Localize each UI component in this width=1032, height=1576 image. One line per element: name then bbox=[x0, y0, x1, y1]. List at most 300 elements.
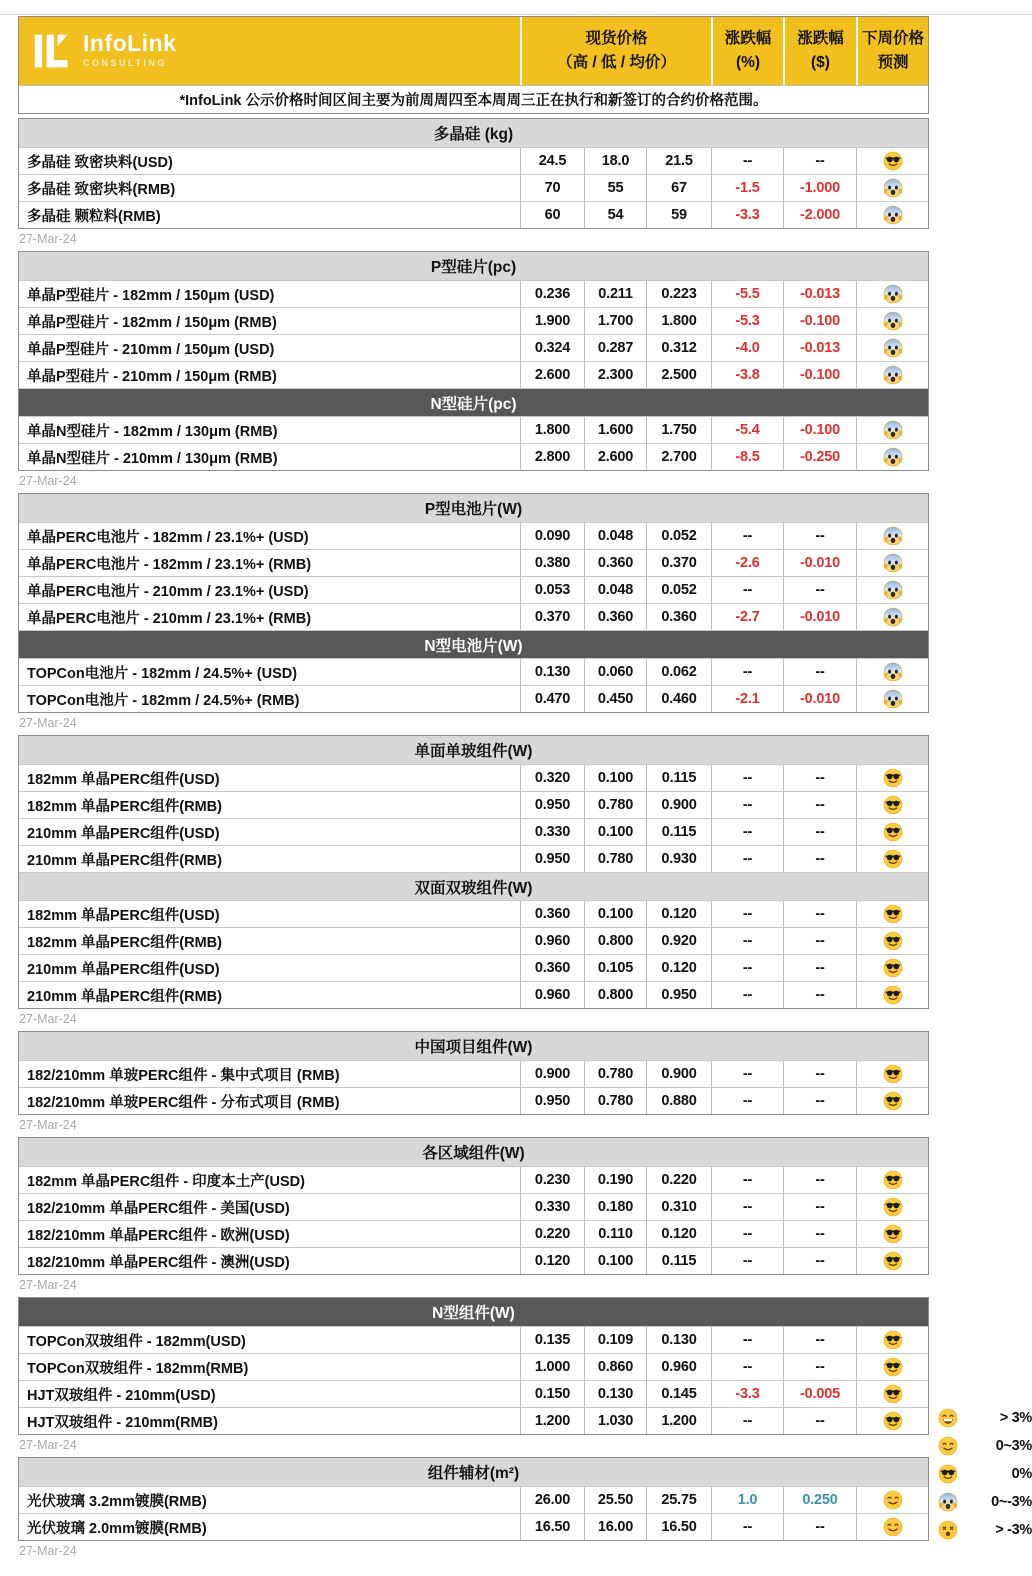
table-row bbox=[19, 1513, 928, 1540]
price-block bbox=[18, 735, 929, 1027]
forecast-cell bbox=[856, 202, 928, 228]
table-row bbox=[19, 791, 928, 818]
table-row bbox=[19, 1353, 928, 1380]
forecast-cell bbox=[856, 686, 928, 712]
table-row bbox=[19, 1486, 928, 1513]
forecast-cell bbox=[856, 604, 928, 630]
section-header: 双面双玻组件(W) bbox=[19, 872, 928, 900]
row-label: TOPCon双玻组件 - 182mm(RMB) bbox=[27, 1360, 249, 1377]
cell-change-pct: -- bbox=[711, 819, 783, 845]
row-label: 182/210mm 单晶PERC组件 - 美国(USD) bbox=[27, 1200, 290, 1217]
row-label: 210mm 单晶PERC组件(USD) bbox=[27, 961, 220, 978]
cell-avg: 0.220 bbox=[646, 1167, 711, 1193]
table-row bbox=[19, 1193, 928, 1220]
face-sunglasses-icon bbox=[883, 768, 903, 788]
legend-label: 0% bbox=[1011, 1466, 1032, 1482]
row-label: HJT双玻组件 - 210mm(USD) bbox=[27, 1387, 216, 1404]
face-scream-icon bbox=[883, 662, 903, 682]
cell-change-pct: -- bbox=[711, 1327, 783, 1353]
face-sunglasses-icon bbox=[883, 795, 903, 815]
cell-change-usd: -- bbox=[783, 1327, 856, 1353]
face-sunglasses-icon bbox=[883, 904, 903, 924]
cell-avg: 1.800 bbox=[646, 308, 711, 334]
cell-change-pct: -- bbox=[711, 1194, 783, 1220]
cell-low: 0.800 bbox=[584, 928, 646, 954]
forecast-cell bbox=[856, 819, 928, 845]
section-header: N型电池片(W) bbox=[19, 630, 928, 658]
row-label: 单晶PERC电池片 - 210mm / 23.1%+ (USD) bbox=[27, 583, 309, 600]
face-scream-icon bbox=[883, 284, 903, 304]
cell-change-usd: -- bbox=[783, 577, 856, 603]
forecast-cell bbox=[856, 335, 928, 361]
row-label: 单晶N型硅片 - 182mm / 130μm (RMB) bbox=[27, 423, 278, 440]
table-row bbox=[19, 549, 928, 576]
cell-change-usd: -1.000 bbox=[783, 175, 856, 201]
face-scream-icon bbox=[883, 689, 903, 709]
cell-change-pct: -5.5 bbox=[711, 281, 783, 307]
forecast-cell bbox=[856, 1408, 928, 1434]
face-scream-icon bbox=[883, 178, 903, 198]
price-block bbox=[18, 1031, 929, 1133]
section-header: N型硅片(pc) bbox=[19, 388, 928, 416]
price-block bbox=[18, 1297, 929, 1453]
face-sunglasses-icon bbox=[938, 1464, 958, 1484]
face-sunglasses-icon bbox=[883, 1384, 903, 1404]
row-label: 单晶PERC电池片 - 182mm / 23.1%+ (RMB) bbox=[27, 556, 312, 573]
face-scream-icon bbox=[883, 365, 903, 385]
cell-avg: 16.50 bbox=[646, 1514, 711, 1540]
table-row bbox=[19, 443, 928, 470]
cell-change-usd: -- bbox=[783, 982, 856, 1008]
cell-low: 0.180 bbox=[584, 1194, 646, 1220]
forecast-cell bbox=[856, 659, 928, 685]
row-label: 单晶PERC电池片 - 210mm / 23.1%+ (RMB) bbox=[27, 610, 312, 627]
cell-avg: 25.75 bbox=[646, 1487, 711, 1513]
change-usd-label: 涨跌幅 bbox=[797, 29, 844, 47]
forecast-cell bbox=[856, 577, 928, 603]
cell-change-usd: -- bbox=[783, 1088, 856, 1114]
cell-avg: 1.200 bbox=[646, 1408, 711, 1434]
forecast-cell bbox=[856, 1221, 928, 1247]
cell-change-pct: -- bbox=[711, 148, 783, 174]
column-header-change-pct bbox=[711, 17, 783, 85]
cell-avg: 59 bbox=[646, 202, 711, 228]
table-row bbox=[19, 147, 928, 174]
yellow-header-row bbox=[19, 17, 928, 85]
cell-avg: 0.052 bbox=[646, 523, 711, 549]
cell-avg: 1.750 bbox=[646, 417, 711, 443]
cell-change-usd: -- bbox=[783, 1167, 856, 1193]
row-label: 210mm 单晶PERC组件(RMB) bbox=[27, 988, 222, 1005]
face-sunglasses-icon bbox=[883, 1064, 903, 1084]
face-sunglasses-icon bbox=[883, 958, 903, 978]
row-label: 182/210mm 单晶PERC组件 - 欧洲(USD) bbox=[27, 1227, 290, 1244]
row-label: 单晶P型硅片 - 182mm / 150μm (USD) bbox=[27, 287, 275, 304]
cell-low: 0.360 bbox=[584, 604, 646, 630]
row-label: 单晶N型硅片 - 210mm / 130μm (RMB) bbox=[27, 450, 278, 467]
table-row bbox=[19, 845, 928, 872]
cell-low: 0.800 bbox=[584, 982, 646, 1008]
cell-low: 0.780 bbox=[584, 792, 646, 818]
forecast-cell bbox=[856, 1248, 928, 1274]
cell-change-usd: -2.000 bbox=[783, 202, 856, 228]
section-header: N型组件(W) bbox=[19, 1298, 928, 1326]
cell-low: 1.700 bbox=[584, 308, 646, 334]
table-row bbox=[19, 174, 928, 201]
table-row bbox=[19, 280, 928, 307]
cell-avg: 0.460 bbox=[646, 686, 711, 712]
cell-high: 1.200 bbox=[520, 1408, 584, 1434]
forecast-cell bbox=[856, 175, 928, 201]
cell-high: 0.960 bbox=[520, 982, 584, 1008]
forecast-cell bbox=[856, 1167, 928, 1193]
cell-high: 16.50 bbox=[520, 1514, 584, 1540]
cell-change-pct: -2.7 bbox=[711, 604, 783, 630]
face-scream-icon bbox=[883, 420, 903, 440]
cell-change-usd: -- bbox=[783, 148, 856, 174]
spot-price-label: 现货价格 bbox=[585, 29, 648, 47]
section-header: P型电池片(W) bbox=[19, 494, 928, 522]
row-label: 光伏玻璃 3.2mm镀膜(RMB) bbox=[27, 1493, 207, 1510]
cell-avg: 0.960 bbox=[646, 1354, 711, 1380]
table-row bbox=[19, 981, 928, 1008]
legend-label: 0~-3% bbox=[991, 1494, 1032, 1510]
cell-change-pct: -- bbox=[711, 901, 783, 927]
cell-avg: 0.120 bbox=[646, 1221, 711, 1247]
date-label: 27-Mar-24 bbox=[19, 232, 77, 246]
cell-avg: 0.312 bbox=[646, 335, 711, 361]
face-scream-icon bbox=[938, 1492, 958, 1512]
cell-change-usd: -- bbox=[783, 1408, 856, 1434]
table-row bbox=[19, 603, 928, 630]
cell-low: 55 bbox=[584, 175, 646, 201]
disclaimer-note: *InfoLink 公示价格时间区间主要为前周周四至本周周三正在执行和新签订的合约价格范围。 bbox=[19, 85, 928, 113]
cell-high: 0.320 bbox=[520, 765, 584, 791]
table-row bbox=[19, 1247, 928, 1274]
face-scream-icon bbox=[883, 311, 903, 331]
price-block bbox=[18, 251, 929, 489]
cell-low: 2.600 bbox=[584, 444, 646, 470]
cell-low: 0.110 bbox=[584, 1221, 646, 1247]
cell-low: 0.860 bbox=[584, 1354, 646, 1380]
row-label: 210mm 单晶PERC组件(RMB) bbox=[27, 852, 222, 869]
cell-avg: 0.120 bbox=[646, 955, 711, 981]
cell-avg: 0.145 bbox=[646, 1381, 711, 1407]
table-row bbox=[19, 201, 928, 228]
price-table bbox=[18, 1137, 929, 1275]
price-blocks bbox=[18, 118, 929, 1559]
forecast-cell bbox=[856, 1088, 928, 1114]
table-row bbox=[19, 1380, 928, 1407]
cell-avg: 0.130 bbox=[646, 1327, 711, 1353]
forecast-cell bbox=[856, 1487, 928, 1513]
face-dizzy-icon bbox=[938, 1520, 958, 1540]
cell-high: 0.360 bbox=[520, 901, 584, 927]
row-label: 单晶PERC电池片 - 182mm / 23.1%+ (USD) bbox=[27, 529, 309, 546]
legend-item bbox=[938, 1492, 1032, 1512]
row-label: TOPCon双玻组件 - 182mm(USD) bbox=[27, 1333, 246, 1350]
forecast-cell bbox=[856, 1514, 928, 1540]
row-label: 多晶硅 致密块料(USD) bbox=[27, 154, 173, 171]
change-pct-unit: (%) bbox=[735, 54, 761, 71]
table-row bbox=[19, 1407, 928, 1434]
cell-avg: 0.880 bbox=[646, 1088, 711, 1114]
section-header: 多晶硅 (kg) bbox=[19, 119, 928, 147]
face-smile-icon bbox=[938, 1436, 958, 1456]
cell-low: 0.100 bbox=[584, 819, 646, 845]
row-label: 光伏玻璃 2.0mm镀膜(RMB) bbox=[27, 1520, 207, 1537]
cell-change-pct: -5.3 bbox=[711, 308, 783, 334]
cell-avg: 0.360 bbox=[646, 604, 711, 630]
legend-label: 0~3% bbox=[995, 1438, 1032, 1454]
forecast-cell bbox=[856, 1327, 928, 1353]
cell-high: 2.600 bbox=[520, 362, 584, 388]
cell-high: 0.236 bbox=[520, 281, 584, 307]
cell-avg: 0.370 bbox=[646, 550, 711, 576]
cell-high: 0.090 bbox=[520, 523, 584, 549]
forecast-cell bbox=[856, 982, 928, 1008]
cell-low: 0.048 bbox=[584, 577, 646, 603]
cell-change-usd: -- bbox=[783, 928, 856, 954]
row-label: 210mm 单晶PERC组件(USD) bbox=[27, 825, 220, 842]
face-smile-icon bbox=[883, 1517, 903, 1537]
cell-high: 0.370 bbox=[520, 604, 584, 630]
cell-change-usd: -0.250 bbox=[783, 444, 856, 470]
cell-high: 0.900 bbox=[520, 1061, 584, 1087]
face-sunglasses-icon bbox=[883, 985, 903, 1005]
face-sunglasses-icon bbox=[883, 1224, 903, 1244]
cell-high: 2.800 bbox=[520, 444, 584, 470]
sheet-header-table bbox=[18, 16, 929, 114]
face-sunglasses-icon bbox=[883, 1091, 903, 1111]
table-row bbox=[19, 1326, 928, 1353]
cell-low: 16.00 bbox=[584, 1514, 646, 1540]
cell-change-pct: -- bbox=[711, 1408, 783, 1434]
cell-high: 0.230 bbox=[520, 1167, 584, 1193]
price-table bbox=[18, 251, 929, 471]
table-row bbox=[19, 658, 928, 685]
row-label: 182/210mm 单玻PERC组件 - 集中式项目 (RMB) bbox=[27, 1067, 340, 1084]
cell-low: 25.50 bbox=[584, 1487, 646, 1513]
cell-high: 0.220 bbox=[520, 1221, 584, 1247]
cell-avg: 0.052 bbox=[646, 577, 711, 603]
cell-change-pct: -8.5 bbox=[711, 444, 783, 470]
cell-avg: 2.500 bbox=[646, 362, 711, 388]
forecast-cell bbox=[856, 846, 928, 872]
cell-change-usd: -0.100 bbox=[783, 308, 856, 334]
face-smile-icon bbox=[883, 1490, 903, 1510]
face-scream-icon bbox=[883, 553, 903, 573]
cell-low: 0.100 bbox=[584, 765, 646, 791]
row-label: 多晶硅 致密块料(RMB) bbox=[27, 181, 176, 198]
price-table bbox=[18, 1031, 929, 1115]
section-header: 中国项目组件(W) bbox=[19, 1032, 928, 1060]
cell-change-usd: -- bbox=[783, 523, 856, 549]
cell-low: 0.287 bbox=[584, 335, 646, 361]
row-label: HJT双玻组件 - 210mm(RMB) bbox=[27, 1414, 218, 1431]
face-scream-icon bbox=[883, 607, 903, 627]
cell-high: 1.900 bbox=[520, 308, 584, 334]
cell-avg: 0.120 bbox=[646, 901, 711, 927]
face-sunglasses-icon bbox=[883, 1170, 903, 1190]
price-block bbox=[18, 118, 929, 247]
cell-change-pct: -2.1 bbox=[711, 686, 783, 712]
price-table bbox=[18, 118, 929, 229]
cell-change-pct: -- bbox=[711, 1514, 783, 1540]
section-header: 单面单玻组件(W) bbox=[19, 736, 928, 764]
date-label: 27-Mar-24 bbox=[19, 1012, 77, 1026]
cell-change-pct: -3.8 bbox=[711, 362, 783, 388]
cell-avg: 0.930 bbox=[646, 846, 711, 872]
table-row bbox=[19, 307, 928, 334]
brand-cell bbox=[19, 17, 520, 85]
cell-change-pct: -3.3 bbox=[711, 202, 783, 228]
forecast-cell bbox=[856, 955, 928, 981]
date-label: 27-Mar-24 bbox=[19, 716, 77, 730]
face-grin-icon bbox=[938, 1408, 958, 1428]
forecast-cell bbox=[856, 792, 928, 818]
cell-high: 70 bbox=[520, 175, 584, 201]
cell-change-pct: -- bbox=[711, 846, 783, 872]
cell-avg: 0.920 bbox=[646, 928, 711, 954]
cell-high: 1.800 bbox=[520, 417, 584, 443]
column-header-forecast bbox=[856, 17, 928, 85]
row-label: 182/210mm 单玻PERC组件 - 分布式项目 (RMB) bbox=[27, 1094, 340, 1111]
cell-high: 0.470 bbox=[520, 686, 584, 712]
cell-avg: 0.062 bbox=[646, 659, 711, 685]
legend-item bbox=[938, 1408, 1032, 1428]
cell-change-pct: -- bbox=[711, 1088, 783, 1114]
cell-low: 0.450 bbox=[584, 686, 646, 712]
cell-change-pct: -- bbox=[711, 928, 783, 954]
face-scream-icon bbox=[883, 526, 903, 546]
forecast-legend bbox=[938, 1408, 1032, 1540]
date-label: 27-Mar-24 bbox=[19, 1544, 77, 1558]
cell-change-pct: -2.6 bbox=[711, 550, 783, 576]
cell-change-pct: -- bbox=[711, 792, 783, 818]
cell-change-pct: -4.0 bbox=[711, 335, 783, 361]
cell-avg: 0.950 bbox=[646, 982, 711, 1008]
table-row bbox=[19, 1087, 928, 1114]
cell-change-usd: -- bbox=[783, 659, 856, 685]
cell-change-usd: -- bbox=[783, 901, 856, 927]
table-row bbox=[19, 927, 928, 954]
cell-low: 1.600 bbox=[584, 417, 646, 443]
cell-change-usd: -- bbox=[783, 1354, 856, 1380]
forecast-cell bbox=[856, 417, 928, 443]
cell-low: 2.300 bbox=[584, 362, 646, 388]
legend-label: > -3% bbox=[995, 1522, 1032, 1538]
cell-change-usd: -0.013 bbox=[783, 335, 856, 361]
table-row bbox=[19, 361, 928, 388]
cell-avg: 0.223 bbox=[646, 281, 711, 307]
cell-high: 0.330 bbox=[520, 819, 584, 845]
forecast-label-line2: 预测 bbox=[877, 54, 909, 71]
column-header-change-usd bbox=[783, 17, 856, 85]
face-scream-icon bbox=[883, 447, 903, 467]
brand-subtitle: CONSULTING bbox=[83, 58, 167, 69]
cell-change-usd: -0.010 bbox=[783, 604, 856, 630]
face-sunglasses-icon bbox=[883, 1251, 903, 1271]
cell-change-pct: -- bbox=[711, 1354, 783, 1380]
date-label: 27-Mar-24 bbox=[19, 1278, 77, 1292]
cell-change-usd: -0.010 bbox=[783, 550, 856, 576]
cell-high: 0.053 bbox=[520, 577, 584, 603]
cell-high: 26.00 bbox=[520, 1487, 584, 1513]
cell-change-pct: -- bbox=[711, 577, 783, 603]
cell-low: 0.100 bbox=[584, 1248, 646, 1274]
cell-change-usd: -- bbox=[783, 792, 856, 818]
cell-avg: 0.900 bbox=[646, 1061, 711, 1087]
cell-low: 0.360 bbox=[584, 550, 646, 576]
cell-high: 0.950 bbox=[520, 846, 584, 872]
cell-change-usd: -0.005 bbox=[783, 1381, 856, 1407]
table-row bbox=[19, 685, 928, 712]
legend-item bbox=[938, 1464, 1032, 1484]
cell-avg: 67 bbox=[646, 175, 711, 201]
cell-change-usd: -- bbox=[783, 765, 856, 791]
cell-low: 54 bbox=[584, 202, 646, 228]
cell-avg: 0.115 bbox=[646, 819, 711, 845]
face-scream-icon bbox=[883, 205, 903, 225]
cell-change-pct: -- bbox=[711, 1221, 783, 1247]
face-sunglasses-icon bbox=[883, 1330, 903, 1350]
spot-price-sublabel: （高 / 低 / 均价） bbox=[557, 54, 676, 71]
cell-low: 0.780 bbox=[584, 1088, 646, 1114]
row-label: 182mm 单晶PERC组件(RMB) bbox=[27, 798, 222, 815]
cell-change-pct: -- bbox=[711, 659, 783, 685]
face-scream-icon bbox=[883, 338, 903, 358]
cell-low: 0.780 bbox=[584, 846, 646, 872]
sheet-body bbox=[18, 16, 929, 1560]
change-usd-unit: ($) bbox=[811, 54, 830, 71]
cell-change-pct: 1.0 bbox=[711, 1487, 783, 1513]
table-row bbox=[19, 1166, 928, 1193]
forecast-cell bbox=[856, 1061, 928, 1087]
table-row bbox=[19, 416, 928, 443]
price-block bbox=[18, 1457, 929, 1559]
cell-high: 0.330 bbox=[520, 1194, 584, 1220]
forecast-cell bbox=[856, 444, 928, 470]
forecast-cell bbox=[856, 281, 928, 307]
top-divider bbox=[0, 14, 1032, 15]
price-table bbox=[18, 1457, 929, 1541]
cell-avg: 0.115 bbox=[646, 1248, 711, 1274]
cell-low: 0.109 bbox=[584, 1327, 646, 1353]
table-row bbox=[19, 334, 928, 361]
cell-high: 0.135 bbox=[520, 1327, 584, 1353]
cell-low: 0.100 bbox=[584, 901, 646, 927]
cell-avg: 0.310 bbox=[646, 1194, 711, 1220]
table-row bbox=[19, 900, 928, 927]
cell-high: 0.120 bbox=[520, 1248, 584, 1274]
cell-high: 1.000 bbox=[520, 1354, 584, 1380]
row-label: 单晶P型硅片 - 210mm / 150μm (USD) bbox=[27, 341, 275, 358]
face-sunglasses-icon bbox=[883, 1197, 903, 1217]
cell-low: 0.048 bbox=[584, 523, 646, 549]
face-sunglasses-icon bbox=[883, 849, 903, 869]
face-scream-icon bbox=[883, 580, 903, 600]
forecast-cell bbox=[856, 928, 928, 954]
cell-avg: 2.700 bbox=[646, 444, 711, 470]
forecast-cell bbox=[856, 148, 928, 174]
forecast-cell bbox=[856, 523, 928, 549]
forecast-label-line1: 下周价格 bbox=[861, 29, 924, 47]
cell-change-pct: -- bbox=[711, 1167, 783, 1193]
price-block bbox=[18, 493, 929, 731]
face-sunglasses-icon bbox=[883, 931, 903, 951]
row-label: 单晶P型硅片 - 182mm / 150μm (RMB) bbox=[27, 314, 277, 331]
